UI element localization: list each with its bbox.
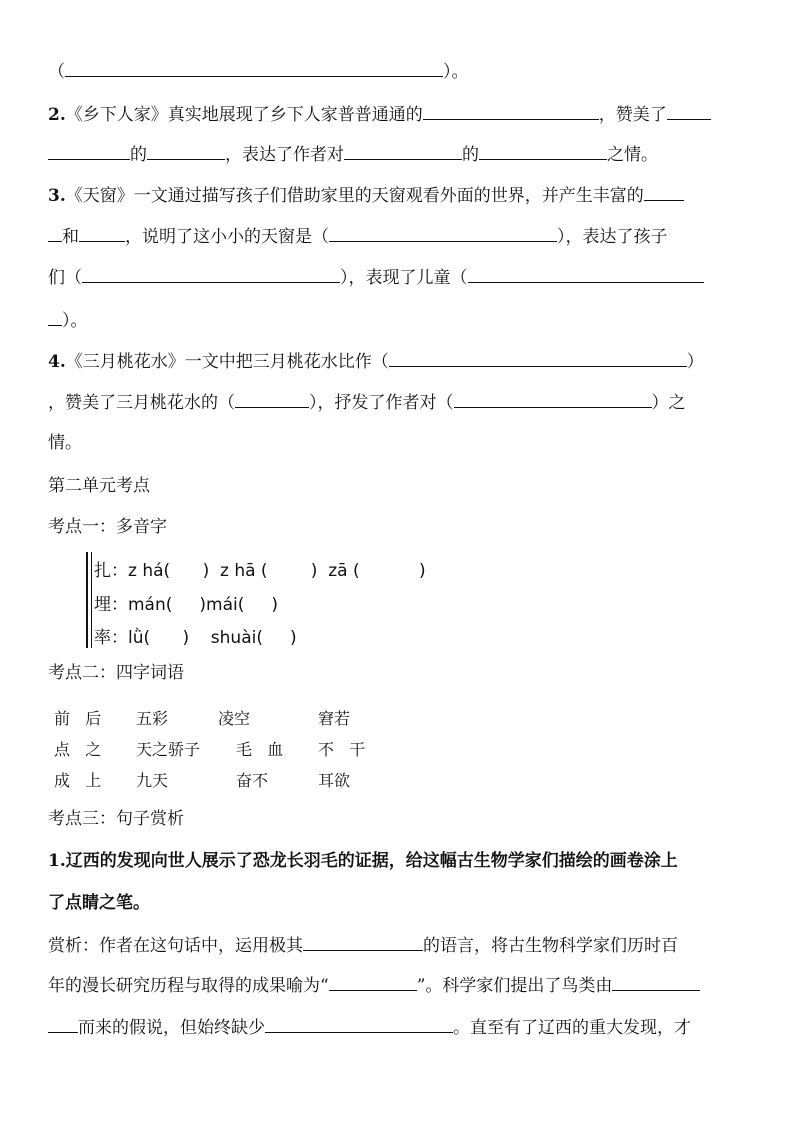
- sentence-line-1: [48, 850, 678, 872]
- sentence-text: 辽西的发现向世人展示了恐龙长羽毛的证据，给这幅古生物学家们描绘的画卷涂上: [65, 851, 678, 871]
- analysis-line-2: [48, 974, 700, 997]
- answer-blank[interactable]: [235, 391, 309, 408]
- answer-blank[interactable]: [468, 266, 704, 283]
- idiom-cell: 凌空: [218, 709, 251, 728]
- analysis-text: 而来的假说，但始终缺少: [78, 1018, 265, 1038]
- question-3-line-2: [48, 225, 668, 248]
- idiom-cell: 前 后: [54, 709, 102, 728]
- bracket-line: [86, 552, 92, 648]
- question-3-line-1: [48, 184, 684, 207]
- question-4-line-2: [48, 391, 686, 414]
- q1-answer-line: [48, 60, 469, 83]
- section-title: 第二单元考点: [48, 476, 150, 496]
- idiom-cell: 五彩: [136, 709, 169, 728]
- question-text: 和: [62, 227, 79, 247]
- idiom-cell: 奋不: [236, 771, 269, 790]
- idiom-cell: 耳欲: [318, 771, 351, 790]
- question-4-line-3: [48, 432, 82, 454]
- question-number: 3.: [48, 186, 66, 206]
- idiom-cell: 不 干: [318, 740, 366, 759]
- answer-blank[interactable]: [48, 143, 130, 160]
- point-1-title: 考点一：多音字: [48, 517, 167, 537]
- answer-blank[interactable]: [423, 103, 599, 120]
- analysis-text: ”。科学家们提出了鸟类由: [416, 976, 613, 996]
- question-text: ，说明了这小小的天窗是（: [125, 227, 329, 247]
- question-text: 的: [130, 145, 147, 165]
- analysis-text: 年的漫长研究历程与取得的成果喻为“: [48, 976, 329, 996]
- question-text: ，赞美了: [598, 105, 667, 125]
- answer-blank[interactable]: [147, 143, 225, 160]
- question-text: 《乡下人家》真实地展现了乡下人家普普通通的: [65, 105, 423, 125]
- question-3-line-4: [48, 309, 88, 332]
- question-4-line-1: [48, 350, 704, 373]
- point-3-title: 考点三：句子赏析: [48, 809, 184, 829]
- question-number: 2.: [48, 105, 66, 125]
- idiom-cell: 窘若: [318, 709, 351, 728]
- question-text: ），表现了儿童（: [340, 268, 468, 288]
- answer-blank[interactable]: [389, 350, 687, 367]
- bracket-close: ）。: [443, 62, 469, 82]
- analysis-line-1: [48, 934, 678, 957]
- question-text: ）。: [62, 311, 88, 331]
- answer-blank[interactable]: [79, 225, 125, 242]
- question-text: 的: [462, 145, 479, 165]
- analysis-line-3: [48, 1016, 691, 1039]
- question-text: 《天窗》一文通过描写孩子们借助家里的天窗观看外面的世界，并产生丰富的: [65, 186, 644, 206]
- answer-blank[interactable]: [48, 1016, 78, 1033]
- answer-blank[interactable]: [667, 103, 711, 120]
- question-2-line-1: [48, 103, 711, 126]
- answer-blank[interactable]: [344, 143, 462, 160]
- question-number: 1.: [48, 851, 66, 871]
- idiom-cell: 成 上: [54, 771, 102, 790]
- sentence-line-2: 了点睛之笔。: [48, 893, 150, 913]
- question-3-line-3: [48, 266, 704, 289]
- answer-blank[interactable]: [454, 391, 652, 408]
- answer-blank[interactable]: [303, 934, 423, 951]
- answer-blank[interactable]: [644, 184, 684, 201]
- question-text: ），表达了孩子: [557, 227, 668, 247]
- analysis-text: 的语言，将古生物科学家们历时百: [423, 936, 678, 956]
- answer-blank[interactable]: [612, 974, 700, 991]
- question-text: ）之: [651, 393, 686, 413]
- question-text: 《三月桃花水》一文中把三月桃花水比作（: [65, 352, 389, 372]
- analysis-text: 。直至有了辽西的重大发现，才: [453, 1018, 691, 1038]
- idiom-cell: 点 之: [54, 740, 102, 759]
- question-text: ），抒发了作者对（: [309, 393, 454, 413]
- answer-blank[interactable]: [48, 225, 62, 242]
- question-text: ）: [686, 352, 704, 372]
- question-text: 之情。: [607, 145, 658, 165]
- idiom-cell: 毛 血: [236, 740, 284, 759]
- answer-blank[interactable]: [48, 309, 62, 326]
- answer-blank[interactable]: [265, 1016, 453, 1033]
- answer-blank[interactable]: [329, 974, 417, 991]
- idiom-cell: 天之骄子: [136, 740, 201, 759]
- question-2-line-2: [48, 143, 658, 166]
- idiom-cell: 九天: [136, 771, 169, 790]
- answer-blank[interactable]: [65, 60, 443, 77]
- polyphone-row-3: 率：lǜ( ) shuài( ): [94, 628, 297, 648]
- question-text: ，赞美了三月桃花水的（: [48, 393, 235, 413]
- answer-blank[interactable]: [329, 225, 557, 242]
- point-2-title: 考点二：四字词语: [48, 663, 184, 683]
- analysis-text: 赏析：作者在这句话中，运用极其: [48, 936, 303, 956]
- question-text: ，表达了作者对: [225, 145, 344, 165]
- polyphone-row-1: 扎：z há( ) z hā ( ) zā ( ): [94, 561, 426, 581]
- polyphone-row-2: 埋：mán( )mái( ): [94, 595, 279, 615]
- answer-blank[interactable]: [479, 143, 607, 160]
- question-text: 们（: [48, 268, 82, 288]
- question-text: 情。: [48, 433, 82, 453]
- question-number: 4.: [48, 352, 66, 372]
- answer-blank[interactable]: [82, 266, 340, 283]
- bracket-open: （: [48, 62, 65, 82]
